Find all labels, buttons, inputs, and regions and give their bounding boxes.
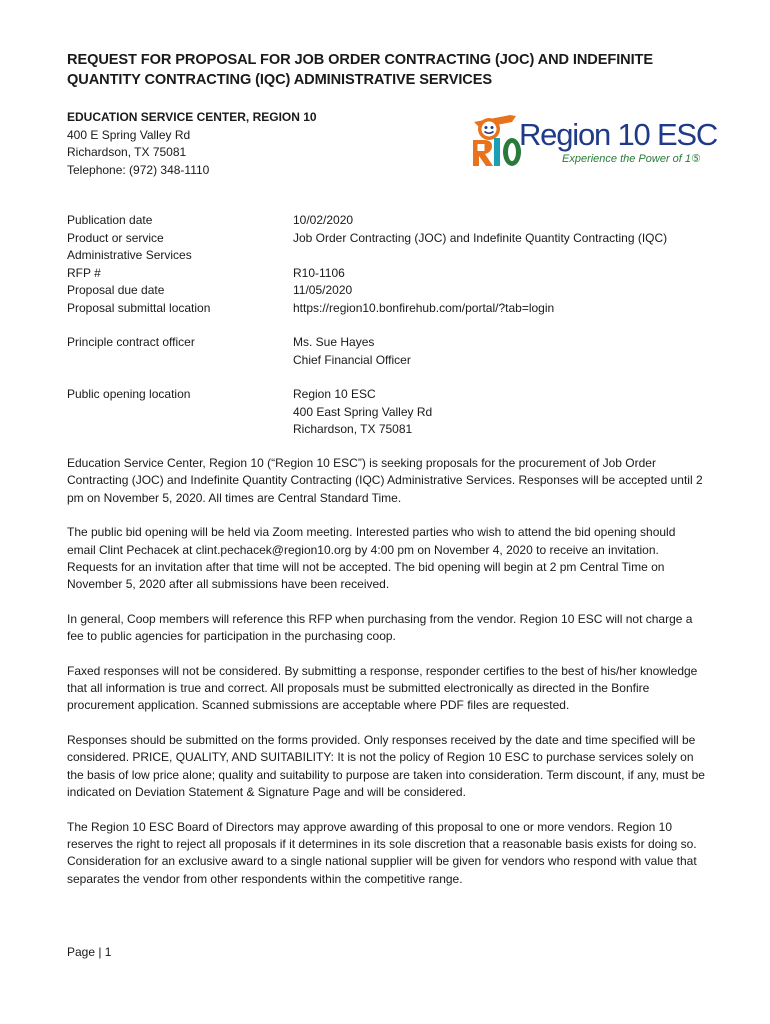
paragraph-pricing: Responses should be submitted on the forms provided. Only responses received by the date and time specified will be considered. PRICE, QUALITY, AND SUITABILITY: It is not the policy of Region 10 ESC to purchase services solely on the basis of low price alone; quality and suitability to purpose are taken into consideration. Term discount, if any, must be indicated on Deviation Statement & Signature Page and will be considered. [67,732,705,800]
organization-address-line1: 400 E Spring Valley Rd [67,127,191,142]
paragraph-award: The Region 10 ESC Board of Directors may approve awarding of this proposal to one or more vendors. Region 10 reserves the right to reject all proposals if it determines in its sole discretion that a reasonable basis exists for doing so. Consideration for an exclusive award to a single national supplier will be given for vendors who respond with value that separates the vendor from other respondents within the competitive range. [67,819,697,886]
product-label: Product or service [67,230,164,245]
publication-date-label: Publication date [67,213,153,227]
opening-location-label: Public opening location [67,387,191,401]
r10-mascot-icon [470,114,526,172]
organization-block [67,109,397,179]
organization-address-line2: Richardson, TX 75081 [67,145,187,159]
paragraph-intro: Education Service Center, Region 10 (“Region 10 ESC”) is seeking proposals for the procurement of Job Order Contracting (JOC) and Indefinite Quantity Contracting (IQC) Administrative Services. Responses will be accepted until 2 pm on November 5, 2020. All times are Central Standard Time. [67,456,703,505]
publication-date-value: 10/02/2020 [293,213,354,227]
product-continuation-label: Administrative Services [67,248,192,262]
due-date-label: Proposal due date [67,283,165,297]
organization-name: EDUCATION SERVICE CENTER, REGION 10 [67,110,317,124]
page-number: Page | 1 [67,945,112,959]
logo-wordmark: Region 10 ESC [519,117,718,152]
body-text [67,455,707,905]
organization-telephone: Telephone: (972) 348-1110 [67,162,210,177]
opening-location-city: Richardson, TX 75081 [293,422,413,436]
due-date-value: 11/05/2020 [293,283,353,297]
contract-officer-title: Chief Financial Officer [293,352,411,367]
rfp-number-label: RFP # [67,265,101,280]
document-title: REQUEST FOR PROPOSAL FOR JOB ORDER CONTRACTING (JOC) AND INDEFINITE QUANTITY CONTRACTING (IQC) ADMINISTRATIVE SERVICES [67,52,653,88]
paragraph-submission: Faxed responses will not be considered. By submitting a response, responder certifies to the best of his/her knowledge that all information is true and correct. All proposals must be submitted electronically as directed in the Bonfire procurement application. Scanned submissions are acceptable where PDF files are requested. [67,663,698,713]
paragraph-coop: In general, Coop members will reference this RFP when purchasing from the vendor. Region 10 ESC will not charge a fee to public agencies for participation in the purchasing coop. [67,611,693,644]
paragraph-bid-opening: The public bid opening will be held via Zoom meeting. Interested parties who wish to attend the bid opening should email Clint Pechacek at clint.pechacek@region10.org by 4:00 pm on November 4, 2020 to receive an invitation. Requests for an invitation after that time will not be accepted. The bid opening will begin at 2 pm Central Time on November 5, 2020 after all submissions have been received. [67,525,676,592]
rfp-number-value: R10-1106 [293,265,345,280]
contract-officer-label: Principle contract officer [67,335,195,349]
logo-tagline: Experience the Power of 1⑤ [562,153,701,165]
region10-logo [470,114,718,172]
opening-location-name: Region 10 ESC [293,387,376,401]
product-value: Job Order Contracting (JOC) and Indefinite Quantity Contracting (IQC) [293,230,668,245]
contract-officer-name: Ms. Sue Hayes [293,335,375,349]
submittal-location-link[interactable]: https://region10.bonfirehub.com/portal/?tab=login [293,300,555,315]
submittal-location-label: Proposal submittal location [67,300,211,315]
opening-location-street: 400 East Spring Valley Rd [293,404,433,419]
